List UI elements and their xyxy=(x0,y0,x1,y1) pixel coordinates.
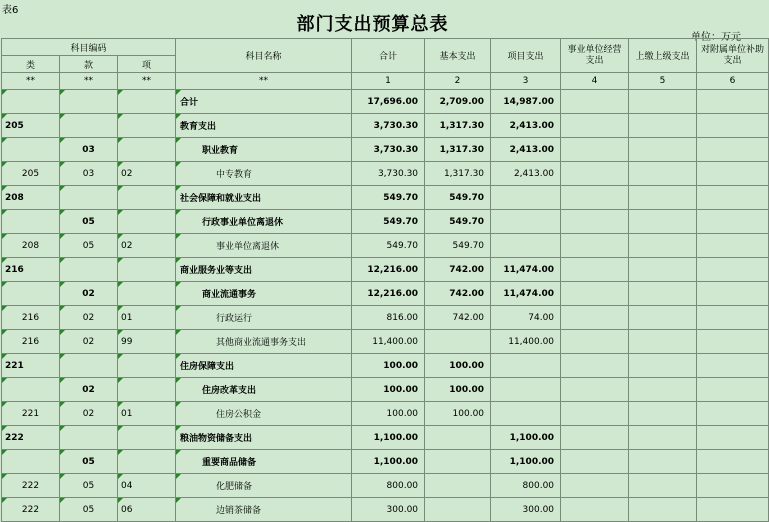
total-cell: 3,730.30 xyxy=(352,162,425,186)
total-cell: 816.00 xyxy=(352,306,425,330)
business-cell xyxy=(561,138,629,162)
unit-label: 单位：万元 xyxy=(691,32,741,43)
name-cell: 住房公积金 xyxy=(176,402,352,426)
subsidy-cell xyxy=(697,450,769,474)
lei-cell: 222 xyxy=(2,498,60,522)
kuan-cell xyxy=(60,90,118,114)
kuan-cell xyxy=(60,426,118,450)
lei-cell: 208 xyxy=(2,234,60,258)
header-total: 合计 xyxy=(352,39,425,73)
xiang-cell xyxy=(118,258,176,282)
header-upper: 上缴上级支出 xyxy=(629,39,697,73)
basic-cell xyxy=(425,498,491,522)
business-cell xyxy=(561,210,629,234)
lei-cell xyxy=(2,210,60,234)
project-cell: 11,474.00 xyxy=(491,258,561,282)
basic-cell: 100.00 xyxy=(425,354,491,378)
index-cell: 6 xyxy=(697,73,769,90)
index-cell: 4 xyxy=(561,73,629,90)
subsidy-cell xyxy=(697,90,769,114)
basic-cell: 742.00 xyxy=(425,306,491,330)
xiang-cell xyxy=(118,90,176,114)
subsidy-cell xyxy=(697,402,769,426)
basic-cell: 742.00 xyxy=(425,258,491,282)
total-cell: 12,216.00 xyxy=(352,258,425,282)
xiang-cell xyxy=(118,354,176,378)
basic-cell: 1,317.30 xyxy=(425,138,491,162)
table-row xyxy=(2,282,769,306)
kuan-cell: 02 xyxy=(60,306,118,330)
business-cell xyxy=(561,258,629,282)
xiang-cell: 02 xyxy=(118,162,176,186)
name-cell: 化肥储备 xyxy=(176,474,352,498)
subsidy-cell xyxy=(697,474,769,498)
name-cell: 重要商品储备 xyxy=(176,450,352,474)
subsidy-cell xyxy=(697,114,769,138)
xiang-cell: 06 xyxy=(118,498,176,522)
business-cell xyxy=(561,186,629,210)
business-cell xyxy=(561,498,629,522)
name-cell: 职业教育 xyxy=(176,138,352,162)
subsidy-cell xyxy=(697,186,769,210)
kuan-cell: 02 xyxy=(60,282,118,306)
subsidy-cell xyxy=(697,306,769,330)
name-cell: 合计 xyxy=(176,90,352,114)
basic-cell xyxy=(425,426,491,450)
subsidy-cell xyxy=(697,498,769,522)
basic-cell xyxy=(425,450,491,474)
basic-cell: 100.00 xyxy=(425,378,491,402)
table-row xyxy=(2,378,769,402)
index-cell: 2 xyxy=(425,73,491,90)
kuan-cell: 05 xyxy=(60,498,118,522)
table-row xyxy=(2,114,769,138)
business-cell xyxy=(561,378,629,402)
upper-cell xyxy=(629,354,697,378)
xiang-cell xyxy=(118,378,176,402)
upper-cell xyxy=(629,186,697,210)
upper-cell xyxy=(629,306,697,330)
project-cell xyxy=(491,210,561,234)
project-cell: 2,413.00 xyxy=(491,114,561,138)
kuan-cell: 05 xyxy=(60,450,118,474)
subsidy-cell xyxy=(697,330,769,354)
lei-cell: 205 xyxy=(2,162,60,186)
upper-cell xyxy=(629,330,697,354)
total-cell: 1,100.00 xyxy=(352,426,425,450)
basic-cell: 549.70 xyxy=(425,234,491,258)
table-row xyxy=(2,210,769,234)
xiang-cell: 01 xyxy=(118,402,176,426)
business-cell xyxy=(561,330,629,354)
table-row xyxy=(2,186,769,210)
project-cell: 1,100.00 xyxy=(491,450,561,474)
basic-cell: 1,317.30 xyxy=(425,114,491,138)
upper-cell xyxy=(629,138,697,162)
business-cell xyxy=(561,162,629,186)
xiang-cell xyxy=(118,138,176,162)
subsidy-cell xyxy=(697,426,769,450)
xiang-cell: 01 xyxy=(118,306,176,330)
name-cell: 行政事业单位离退休 xyxy=(176,210,352,234)
table-row xyxy=(2,354,769,378)
upper-cell xyxy=(629,378,697,402)
table-row xyxy=(2,474,769,498)
name-cell: 中专教育 xyxy=(176,162,352,186)
lei-cell xyxy=(2,138,60,162)
header-name: 科目名称 xyxy=(176,39,352,73)
kuan-cell xyxy=(60,186,118,210)
lei-cell: 216 xyxy=(2,330,60,354)
upper-cell xyxy=(629,114,697,138)
header-business: 事业单位经营支出 xyxy=(561,39,629,73)
index-cell: ** xyxy=(2,73,60,90)
subsidy-cell xyxy=(697,354,769,378)
lei-cell xyxy=(2,450,60,474)
total-cell: 3,730.30 xyxy=(352,138,425,162)
upper-cell xyxy=(629,162,697,186)
business-cell xyxy=(561,450,629,474)
business-cell xyxy=(561,426,629,450)
upper-cell xyxy=(629,402,697,426)
total-cell: 100.00 xyxy=(352,378,425,402)
basic-cell: 549.70 xyxy=(425,186,491,210)
project-cell: 74.00 xyxy=(491,306,561,330)
header-basic: 基本支出 xyxy=(425,39,491,73)
upper-cell xyxy=(629,258,697,282)
project-cell: 1,100.00 xyxy=(491,426,561,450)
xiang-cell xyxy=(118,114,176,138)
name-cell: 社会保障和就业支出 xyxy=(176,186,352,210)
total-cell: 1,100.00 xyxy=(352,450,425,474)
xiang-cell: 02 xyxy=(118,234,176,258)
kuan-cell xyxy=(60,354,118,378)
basic-cell: 100.00 xyxy=(425,402,491,426)
kuan-cell: 03 xyxy=(60,162,118,186)
project-cell xyxy=(491,186,561,210)
table-row xyxy=(2,402,769,426)
subsidy-cell xyxy=(697,282,769,306)
index-cell: ** xyxy=(118,73,176,90)
total-cell: 100.00 xyxy=(352,354,425,378)
lei-cell xyxy=(2,90,60,114)
header-subsidy: 对附属单位补助支出 xyxy=(697,39,769,73)
basic-cell: 742.00 xyxy=(425,282,491,306)
total-cell: 12,216.00 xyxy=(352,282,425,306)
xiang-cell xyxy=(118,282,176,306)
table-row xyxy=(2,306,769,330)
kuan-cell: 02 xyxy=(60,378,118,402)
total-cell: 17,696.00 xyxy=(352,90,425,114)
page-title: 部门支出预算总表 xyxy=(296,14,449,35)
lei-cell xyxy=(2,378,60,402)
kuan-cell: 03 xyxy=(60,138,118,162)
total-cell: 300.00 xyxy=(352,498,425,522)
subsidy-cell xyxy=(697,138,769,162)
table-row xyxy=(2,450,769,474)
name-cell: 边销茶储备 xyxy=(176,498,352,522)
index-row xyxy=(2,73,769,90)
subsidy-cell xyxy=(697,234,769,258)
table-row xyxy=(2,498,769,522)
index-cell: 1 xyxy=(352,73,425,90)
lei-cell: 222 xyxy=(2,474,60,498)
business-cell xyxy=(561,234,629,258)
business-cell xyxy=(561,90,629,114)
subsidy-cell xyxy=(697,378,769,402)
name-cell: 事业单位离退休 xyxy=(176,234,352,258)
project-cell: 300.00 xyxy=(491,498,561,522)
lei-cell: 221 xyxy=(2,354,60,378)
header-project: 项目支出 xyxy=(491,39,561,73)
index-cell: ** xyxy=(60,73,118,90)
name-cell: 商业流通事务 xyxy=(176,282,352,306)
name-cell: 行政运行 xyxy=(176,306,352,330)
upper-cell xyxy=(629,234,697,258)
kuan-cell xyxy=(60,258,118,282)
name-cell: 商业服务业等支出 xyxy=(176,258,352,282)
upper-cell xyxy=(629,498,697,522)
project-cell xyxy=(491,234,561,258)
upper-cell xyxy=(629,90,697,114)
basic-cell: 2,709.00 xyxy=(425,90,491,114)
table-row xyxy=(2,162,769,186)
xiang-cell xyxy=(118,210,176,234)
table-row xyxy=(2,138,769,162)
budget-table xyxy=(1,38,769,522)
project-cell: 11,400.00 xyxy=(491,330,561,354)
kuan-cell: 02 xyxy=(60,330,118,354)
kuan-cell: 05 xyxy=(60,234,118,258)
total-cell: 11,400.00 xyxy=(352,330,425,354)
kuan-cell: 02 xyxy=(60,402,118,426)
lei-cell: 205 xyxy=(2,114,60,138)
total-cell: 3,730.30 xyxy=(352,114,425,138)
business-cell xyxy=(561,474,629,498)
lei-cell: 216 xyxy=(2,306,60,330)
index-cell: ** xyxy=(176,73,352,90)
lei-cell: 221 xyxy=(2,402,60,426)
lei-cell: 216 xyxy=(2,258,60,282)
lei-cell: 208 xyxy=(2,186,60,210)
name-cell: 其他商业流通事务支出 xyxy=(176,330,352,354)
business-cell xyxy=(561,114,629,138)
index-cell: 3 xyxy=(491,73,561,90)
xiang-cell xyxy=(118,450,176,474)
upper-cell xyxy=(629,282,697,306)
project-cell xyxy=(491,402,561,426)
project-cell: 14,987.00 xyxy=(491,90,561,114)
lei-cell: 222 xyxy=(2,426,60,450)
project-cell: 2,413.00 xyxy=(491,138,561,162)
kuan-cell xyxy=(60,114,118,138)
xiang-cell: 04 xyxy=(118,474,176,498)
project-cell xyxy=(491,354,561,378)
header-code-group: 科目编码 xyxy=(2,39,176,56)
name-cell: 住房改革支出 xyxy=(176,378,352,402)
index-cell: 5 xyxy=(629,73,697,90)
xiang-cell xyxy=(118,186,176,210)
sheet-tag: 表6 xyxy=(2,5,19,16)
upper-cell xyxy=(629,426,697,450)
upper-cell xyxy=(629,450,697,474)
table-row xyxy=(2,330,769,354)
upper-cell xyxy=(629,210,697,234)
total-cell: 800.00 xyxy=(352,474,425,498)
project-cell: 11,474.00 xyxy=(491,282,561,306)
basic-cell: 1,317.30 xyxy=(425,162,491,186)
kuan-cell: 05 xyxy=(60,474,118,498)
table-row xyxy=(2,234,769,258)
total-cell: 549.70 xyxy=(352,210,425,234)
header-lei: 类 xyxy=(2,56,60,73)
project-cell: 800.00 xyxy=(491,474,561,498)
business-cell xyxy=(561,282,629,306)
total-cell: 549.70 xyxy=(352,234,425,258)
table-row xyxy=(2,258,769,282)
business-cell xyxy=(561,354,629,378)
total-cell: 549.70 xyxy=(352,186,425,210)
business-cell xyxy=(561,306,629,330)
xiang-cell xyxy=(118,426,176,450)
upper-cell xyxy=(629,474,697,498)
business-cell xyxy=(561,402,629,426)
name-cell: 住房保障支出 xyxy=(176,354,352,378)
kuan-cell: 05 xyxy=(60,210,118,234)
subsidy-cell xyxy=(697,162,769,186)
basic-cell: 549.70 xyxy=(425,210,491,234)
basic-cell xyxy=(425,474,491,498)
total-cell: 100.00 xyxy=(352,402,425,426)
header-kuan: 款 xyxy=(60,56,118,73)
name-cell: 教育支出 xyxy=(176,114,352,138)
table-row xyxy=(2,90,769,114)
name-cell: 粮油物资储备支出 xyxy=(176,426,352,450)
table-row xyxy=(2,426,769,450)
header-xiang: 项 xyxy=(118,56,176,73)
xiang-cell: 99 xyxy=(118,330,176,354)
project-cell: 2,413.00 xyxy=(491,162,561,186)
lei-cell xyxy=(2,282,60,306)
project-cell xyxy=(491,378,561,402)
subsidy-cell xyxy=(697,210,769,234)
basic-cell xyxy=(425,330,491,354)
subsidy-cell xyxy=(697,258,769,282)
